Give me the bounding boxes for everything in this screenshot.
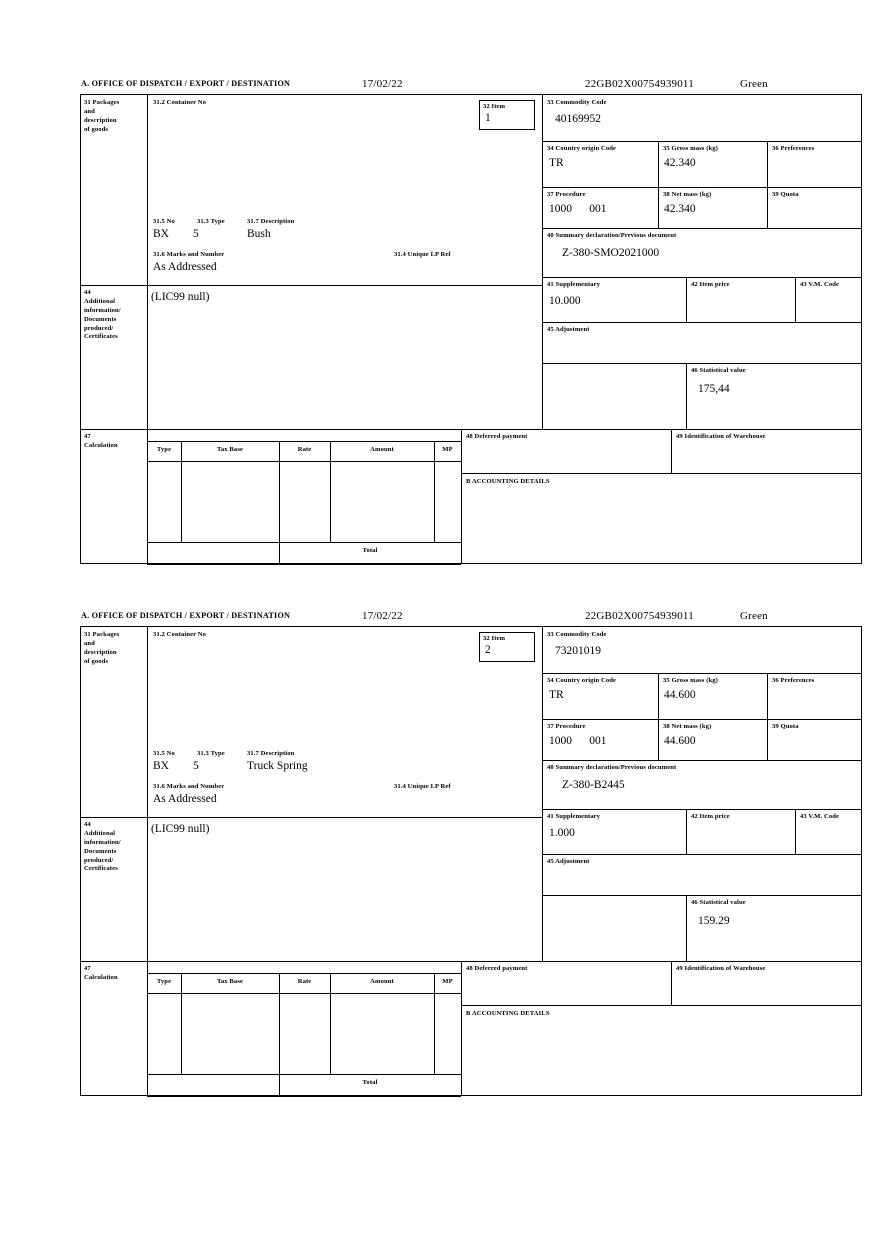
box43-label: 43 V.M. Code <box>800 813 840 820</box>
box31-ucr-label: 31.4 Unique I.P Ref <box>394 251 451 258</box>
box34-label: 34 Country origin Code <box>547 677 617 684</box>
divider-above-box47 <box>81 961 861 962</box>
box33-label: 33 Commodity Code <box>547 631 607 638</box>
box36-label: 36 Preferences <box>772 145 815 152</box>
box32-label: 32 Item <box>483 635 506 642</box>
divider-box33-bottom <box>542 141 861 142</box>
box45-label: 45 Adjustment <box>547 326 590 333</box>
box47-frame-right <box>461 429 462 564</box>
box47-table-top <box>147 441 461 442</box>
box47-total-label: Total <box>362 547 378 554</box>
declaration-sheet-1 <box>80 78 862 564</box>
box36-label: 36 Preferences <box>772 677 815 684</box>
box40-value: Z-380-B2445 <box>562 779 625 791</box>
box47-frame-right <box>461 961 462 1096</box>
box47-col-header-type: Type <box>156 978 172 985</box>
box38-value: 42.340 <box>664 203 696 215</box>
divider-box34-35 <box>658 673 659 760</box>
box39-label: 39 Quota <box>772 723 799 730</box>
box47-col-rate-right <box>330 973 331 1074</box>
divider-box35-36 <box>767 673 768 760</box>
divider-box37-bottom <box>542 228 861 229</box>
box40-label: 40 Summary declaration/Previous document <box>547 764 677 771</box>
box31-no-label: 31.5 No <box>153 218 175 225</box>
box38-label: 38 Net mass (kg) <box>663 723 712 730</box>
box31-no-value: BX <box>153 760 169 772</box>
office-of-dispatch-label: A. OFFICE OF DISPATCH / EXPORT / DESTINATION <box>81 611 291 620</box>
boxB-label: B ACCOUNTING DETAILS <box>466 1010 550 1017</box>
box37-value: 1000 001 <box>549 735 607 747</box>
box34-value: TR <box>549 689 564 701</box>
divider-box31-left <box>147 627 148 961</box>
divider-above-box47 <box>81 429 861 430</box>
box37-label: 37 Procedure <box>547 191 586 198</box>
sheet-1-form-box <box>80 94 862 564</box>
box35-label: 35 Gross mass (kg) <box>663 145 718 152</box>
routing-lane: Green <box>740 610 768 622</box>
box31-description-value: Bush <box>247 228 271 240</box>
divider-box46-left <box>686 363 687 429</box>
box31-marks-label: 31.6 Marks and Number <box>153 783 225 790</box>
box47-total-bottom <box>147 564 461 565</box>
box47-col-header-tax-base: Tax Base <box>216 978 244 985</box>
box47-header-bottom <box>147 993 461 994</box>
divider-box48-49 <box>671 961 672 1005</box>
box35-value: 42.340 <box>664 157 696 169</box>
divider-box46-top <box>686 363 861 364</box>
box33-value: 73201019 <box>555 645 601 657</box>
box38-value: 44.600 <box>664 735 696 747</box>
box40-value: Z-380-SMO2021000 <box>562 247 660 259</box>
declaration-date: 17/02/22 <box>362 610 403 622</box>
box49-label: 49 Identification of Warehouse <box>676 965 766 972</box>
divider-box34-bottom <box>542 719 861 720</box>
box47-col-amount-right <box>434 973 435 1074</box>
divider-box41-bottom <box>542 854 861 855</box>
box42-label: 42 Item price <box>691 813 730 820</box>
box40-label: 40 Summary declaration/Previous document <box>547 232 677 239</box>
box47-col-header-amount: Amount <box>370 446 394 453</box>
box31-type-label: 31.3 Type <box>197 750 225 757</box>
box47-col-header-rate: Rate <box>297 978 312 985</box>
box47-total-bottom <box>147 1096 461 1097</box>
divider-box40-bottom <box>542 277 861 278</box>
box31-description-label: 31.7 Description <box>247 750 295 757</box>
box41-label: 41 Supplementary <box>547 281 601 288</box>
box32-label: 32 Item <box>483 103 506 110</box>
divider-box41-42 <box>686 809 687 854</box>
box41-value: 1.000 <box>549 827 575 839</box>
box44-label: 44 Additional information/ Documents produced/ Certificates <box>84 821 121 873</box>
sheet-2-header <box>80 610 862 626</box>
box38-label: 38 Net mass (kg) <box>663 191 712 198</box>
box34-value: TR <box>549 157 564 169</box>
sheet-1-header <box>80 78 862 94</box>
box47-col-amount-right <box>434 441 435 542</box>
divider-box48-49 <box>671 429 672 473</box>
movement-reference-number: 22GB02X00754939011 <box>585 78 694 90</box>
box31-marks-value: As Addressed <box>153 793 217 805</box>
box31-type-value: 5 <box>193 228 199 240</box>
divider-box42-43 <box>795 809 796 854</box>
box48-label: 48 Deferred payment <box>466 965 528 972</box>
box46-label: 46 Statistical value <box>691 367 746 374</box>
box32-value: 1 <box>485 111 491 124</box>
box31-marks-label: 31.6 Marks and Number <box>153 251 225 258</box>
box47-col-rate-right <box>330 441 331 542</box>
divider-box31-lower <box>81 285 542 286</box>
sheet-2-form-box <box>80 626 862 1096</box>
box47-col-header-type: Type <box>156 446 172 453</box>
divider-box37-bottom <box>542 760 861 761</box>
box31-marks-value: As Addressed <box>153 261 217 273</box>
box31-label: 31 Packages and description of goods <box>84 99 120 133</box>
box31-no-value: BX <box>153 228 169 240</box>
divider-box35-36 <box>767 141 768 228</box>
box31-no-label: 31.5 No <box>153 750 175 757</box>
box39-label: 39 Quota <box>772 191 799 198</box>
divider-box34-bottom <box>542 187 861 188</box>
box49-label: 49 Identification of Warehouse <box>676 433 766 440</box>
box46-label: 46 Statistical value <box>691 899 746 906</box>
box48-label: 48 Deferred payment <box>466 433 528 440</box>
box31-container-label: 31.2 Container No <box>153 631 207 638</box>
box33-value: 40169952 <box>555 113 601 125</box>
box42-label: 42 Item price <box>691 281 730 288</box>
box31-description-label: 31.7 Description <box>247 218 295 225</box>
box33-label: 33 Commodity Code <box>547 99 607 106</box>
boxB-label: B ACCOUNTING DETAILS <box>466 478 550 485</box>
divider-box33-bottom <box>542 673 861 674</box>
divider-box45-46-dotted <box>542 363 543 429</box>
divider-box34-35 <box>658 141 659 228</box>
box45-label: 45 Adjustment <box>547 858 590 865</box>
box47-label: 47 Calculation <box>84 433 118 449</box>
box47-body-bottom <box>147 1074 461 1075</box>
divider-box31-lower <box>81 817 542 818</box>
declaration-sheet-2 <box>80 610 862 1096</box>
box47-col-type-right <box>181 441 182 542</box>
box46-value: 159.29 <box>698 915 730 927</box>
box47-label: 47 Calculation <box>84 965 118 981</box>
box46-value: 175,44 <box>698 383 730 395</box>
box31-type-value: 5 <box>193 760 199 772</box>
box47-table-top <box>147 973 461 974</box>
box32-item <box>479 632 535 662</box>
declaration-date: 17/02/22 <box>362 78 403 90</box>
movement-reference-number: 22GB02X00754939011 <box>585 610 694 622</box>
box31-ucr-label: 31.4 Unique I.P Ref <box>394 783 451 790</box>
divider-box45-46-dotted <box>542 895 543 961</box>
divider-box48-bottom <box>461 1005 861 1006</box>
box31-label: 31 Packages and description of goods <box>84 631 120 665</box>
box47-total-label: Total <box>362 1079 378 1086</box>
divider-box46-top <box>686 895 861 896</box>
box47-col-taxbase-right <box>279 441 280 564</box>
box47-header-bottom <box>147 461 461 462</box>
box44-value: (LIC99 null) <box>151 823 210 835</box>
divider-box31-left <box>147 95 148 429</box>
box32-value: 2 <box>485 643 491 656</box>
divider-box42-43 <box>795 277 796 322</box>
box47-body-bottom <box>147 542 461 543</box>
office-of-dispatch-label: A. OFFICE OF DISPATCH / EXPORT / DESTINATION <box>81 79 291 88</box>
box44-value: (LIC99 null) <box>151 291 210 303</box>
box31-description-value: Truck Spring <box>247 760 308 772</box>
box47-col-header-mp: MP <box>442 446 453 453</box>
box47-col-type-right <box>181 973 182 1074</box>
box47-col-header-mp: MP <box>442 978 453 985</box>
box35-value: 44.600 <box>664 689 696 701</box>
box41-value: 10.000 <box>549 295 581 307</box>
box47-col-header-amount: Amount <box>370 978 394 985</box>
box34-label: 34 Country origin Code <box>547 145 617 152</box>
box31-type-label: 31.3 Type <box>197 218 225 225</box>
box43-label: 43 V.M. Code <box>800 281 840 288</box>
box47-col-header-tax-base: Tax Base <box>216 446 244 453</box>
box44-label: 44 Additional information/ Documents produced/ Certificates <box>84 289 121 341</box>
box37-value: 1000 001 <box>549 203 607 215</box>
divider-box46-left <box>686 895 687 961</box>
divider-box48-bottom <box>461 473 861 474</box>
box47-col-taxbase-right <box>279 973 280 1096</box>
routing-lane: Green <box>740 78 768 90</box>
box47-col-header-rate: Rate <box>297 446 312 453</box>
box32-item <box>479 100 535 130</box>
divider-box41-42 <box>686 277 687 322</box>
box31-container-label: 31.2 Container No <box>153 99 207 106</box>
divider-box41-bottom <box>542 322 861 323</box>
divider-box40-bottom <box>542 809 861 810</box>
box35-label: 35 Gross mass (kg) <box>663 677 718 684</box>
box41-label: 41 Supplementary <box>547 813 601 820</box>
box37-label: 37 Procedure <box>547 723 586 730</box>
